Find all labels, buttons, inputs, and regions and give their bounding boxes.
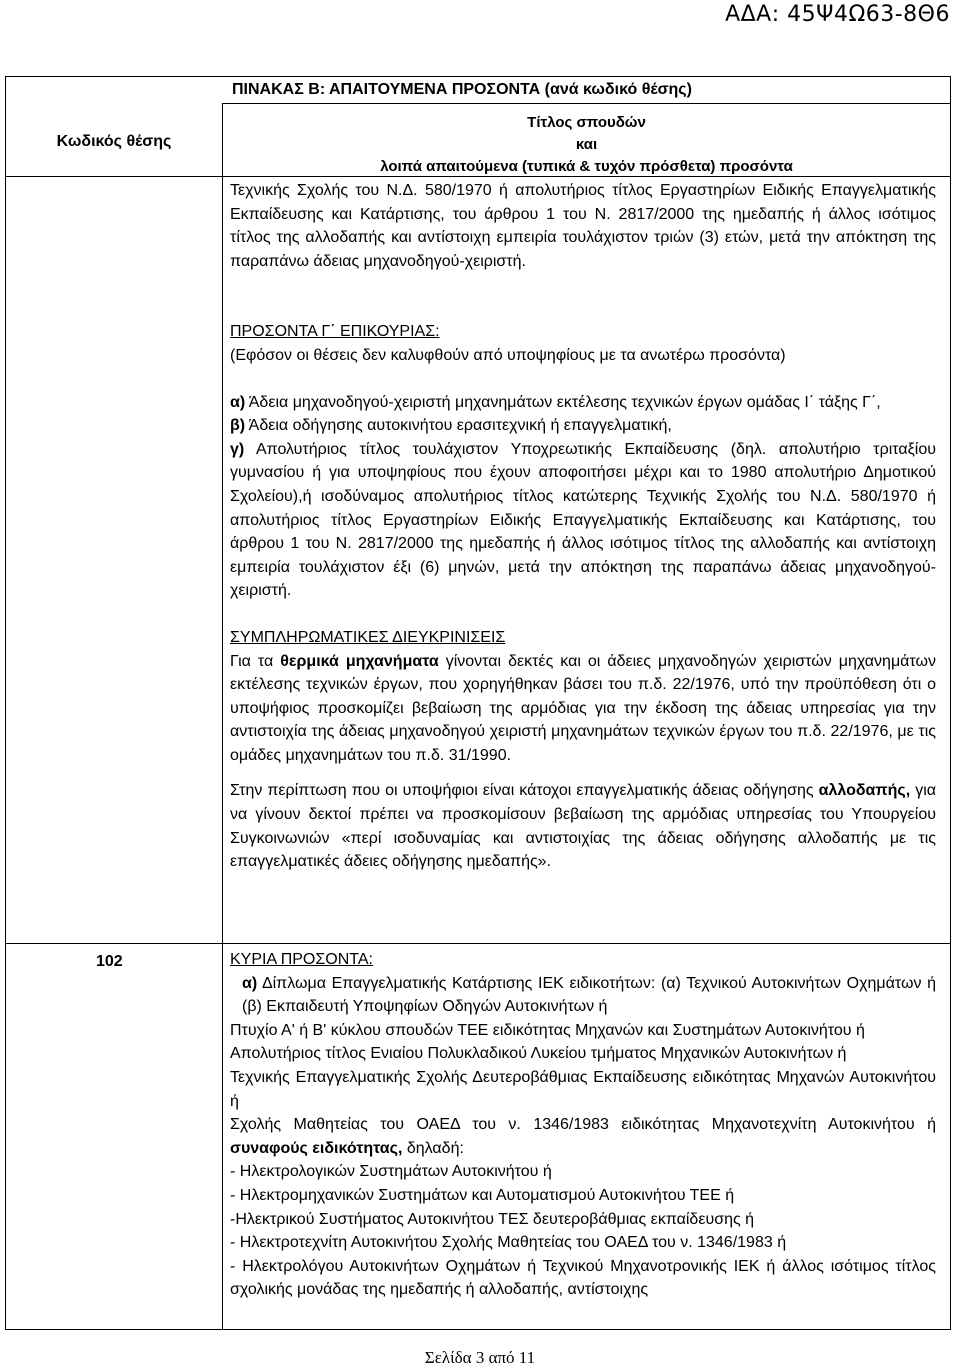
qualification-line-2: Πτυχίο Α' ή Β' κύκλου σπουδών ΤΕΕ ειδικότητας Μηχανών και Συστημάτων Αυτοκινήτου ή [230, 1021, 865, 1039]
title-divider [222, 103, 950, 104]
supp1-post: γίνονται δεκτές και οι άδειες μηχανοδηγών χειριστών μηχανημάτων εκτέλεσης τεχνικών έργων, που χορηγήθηκαν βάσει του π.δ. 22/1976, υπό την προϋπόθεση ότι ο υποψήφιος προσκομίζει βεβαίωση της αρμόδιας για την έκδοση της άδειας υπηρεσίας για την αντιστοιχία της άδειας μηχανοδηγού χειριστή μηχανημάτων τεχνικών έργων του π.δ. 22/1976, με τις ομάδες μηχανημάτων του π.δ. 31/1990. [230, 652, 937, 764]
specialty-1: - Ηλεκτρολογικών Συστημάτων Αυτοκινήτου ή [230, 1163, 552, 1181]
paragraph-continued: Τεχνικής Σχολής του Ν.Δ. 580/1970 ή απολυτήριος τίτλος Εργαστηρίων Ειδικής Επαγγελματικής Εκπαίδευσης και Κατάρτισης, του άρθρου 1 του Ν. 2817/2000 της ημεδαπής ή άλλος ισότιμος τίτλος της αλλοδαπής και αντίστοιχη εμπειρία τουλάχιστον τριών (3) ετών, μετά την απόκτηση της παραπάνω άδειας μηχανοδηγού-χειριστή. [230, 182, 936, 270]
row-divider [6, 943, 950, 944]
qualification-a [230, 972, 936, 1019]
supplementary-heading: ΣΥΜΠΛΗΡΩΜΑΤΙΚΕΣ ΔΙΕΥΚΡΙΝΙΣΕΙΣ [230, 628, 506, 646]
supplementary-paragraph-1 [230, 650, 936, 768]
specialty-4: - Ηλεκτροτεχνίτη Αυτοκινήτου Σχολής Μαθητείας του ΟΑΕΔ του ν. 1346/1983 ή [230, 1234, 787, 1252]
supp2-post: για να γίνουν δεκτοί πρέπει να προσκομίσουν βεβαίωση της αρμόδιας υπηρεσίας του Υπουργείου Συγκοινωνιών «περί ισοδυναμίας και αντιστοιχίας της άδειας οδήγησης αλλοδαπής με τις επαγγελματικές άδειες οδήγησης ημεδαπής». [230, 782, 937, 871]
supp2-bold: αλλοδαπής, [818, 782, 911, 800]
l5-bold: συναφούς ειδικότητας, [230, 1139, 403, 1157]
item-b-text: Άδεια οδήγησης αυτοκινήτου ερασιτεχνική ή επαγγελματική, [245, 417, 672, 435]
supp1-pre: Για τα [230, 652, 281, 670]
item-b-label: β) [230, 417, 246, 435]
table-title: ΠΙΝΑΚΑΣ Β: ΑΠΑΙΤΟΥΜΕΝΑ ΠΡΟΣΟΝΤΑ (ανά κωδικό θέσης) [232, 81, 692, 98]
item-c-label: γ) [230, 440, 245, 458]
specialty-2: - Ηλεκτρομηχανικών Συστημάτων και Αυτοματισμού Αυτοκινήτου ΤΕΕ ή [230, 1186, 735, 1204]
column-header-title [223, 112, 950, 178]
section-heading-c: ΠΡΟΣΟΝΤΑ Γ΄ ΕΠΙΚΟΥΡΙΑΣ: [230, 323, 440, 341]
item-c-text: Απολυτήριος τίτλος τουλάχιστον Υποχρεωτικής Εκπαίδευσης (δηλ. απολυτήριο τριταξίου γυμνασίου ή για υποψηφίους που έχουν αποφοιτήσει μέχρι και το 1980 απολυτήριο Δημοτικού Σχολείου),ή ισοδύναμος απολυτήριος τίτλος κατώτερης Τεχνικής Σχολής του Ν.Δ. 580/1970 ή απολυτήριος τίτλος Εργαστηρίων Ειδικής Επαγγελματικής Εκπαίδευσης και Κατάρτισης, του άρθρου 1 του Ν. 2817/2000 της ημεδαπής ή άλλος ισότιμος τίτλος της αλλοδαπής και αντίστοιχη εμπειρία τουλάχιστον έξι (6) μηνών, μετά την απόκτηση της παραπάνω άδειας μηχανοδηγού-χειριστή. [230, 440, 936, 600]
item-c [230, 438, 936, 603]
column-header-code: Κωδικός θέσης [56, 133, 172, 150]
item-a-label: α) [230, 393, 246, 411]
header-line-3: λοιπά απαιτούμενα (τυπικά & τυχόν πρόσθετα) προσόντα [380, 158, 793, 175]
page-footer: Σελίδα 3 από 11 [424, 1348, 536, 1367]
row-1-content [230, 179, 936, 874]
item-a [230, 391, 936, 415]
qualification-a-label: α) [242, 974, 258, 992]
qualification-line-5 [230, 1113, 936, 1160]
position-code: 102 [96, 953, 123, 970]
section-intro: (Εφόσον οι θέσεις δεν καλυφθούν από υποψηφίους με τα ανωτέρω προσόντα) [230, 346, 786, 364]
requirements-table [5, 76, 951, 1330]
qualification-a-text: Δίπλωμα Επαγγελματικής Κατάρτισης ΙΕΚ ειδικοτήτων: (α) Τεχνικού Αυτοκινήτων Οχημάτων ή (β) Εκπαιδευτή Υποψηφίων Οδηγών Αυτοκινήτων ή [242, 974, 936, 1016]
item-b [230, 414, 936, 438]
l5-post: δηλαδή: [402, 1139, 464, 1157]
l5-pre: Σχολής Μαθητείας του ΟΑΕΔ του ν. 1346/1983 ειδικότητας Μηχανοτεχνίτη Αυτοκινήτου ή [230, 1116, 936, 1134]
supp1-bold: θερμικά μηχανήματα [280, 652, 439, 670]
specialty-3: -Ηλεκτρικού Συστήματος Αυτοκινήτου ΤΕΣ δευτεροβάθμιας εκπαίδευσης ή [230, 1210, 755, 1228]
qualification-line-4: Τεχνικής Επαγγελματικής Σχολής Δευτεροβάθμιας Εκπαίδευσης ειδικότητας Μηχανών Αυτοκινήτου ή [230, 1068, 936, 1110]
header-line-1: Τίτλος σπουδών [527, 114, 646, 131]
row-2-content [230, 948, 936, 1302]
header-line-2: και [575, 136, 598, 153]
qualification-line-3: Απολυτήριος τίτλος Ενιαίου Πολυκλαδικού Λυκείου τμήματος Μηχανικών Αυτοκινήτων ή [230, 1045, 847, 1063]
specialty-5: - Ηλεκτρολόγου Αυτοκινήτων Οχημάτων ή Τεχνικού Μηχανοτρονικής ΙΕΚ ή άλλος ισότιμος τίτλος σχολικής μονάδας της ημεδαπής ή αλλοδαπής, αντίστοιχης [230, 1257, 936, 1299]
item-a-text: Άδεια μηχανοδηγού-χειριστή μηχανημάτων εκτέλεσης τεχνικών έργων ομάδας Ι΄ τάξης Γ΄, [245, 393, 881, 411]
ada-code: ΑΔΑ: 45Ψ4Ω63-8Θ6 [725, 2, 950, 27]
main-qualifications-heading: ΚΥΡΙΑ ΠΡΟΣΟΝΤΑ: [230, 951, 373, 968]
column-divider [222, 103, 223, 1329]
supplementary-paragraph-2 [230, 779, 936, 873]
supp2-pre: Στην περίπτωση που οι υποψήφιοι είναι κάτοχοι επαγγελματικής άδειας οδήγησης [230, 782, 819, 800]
